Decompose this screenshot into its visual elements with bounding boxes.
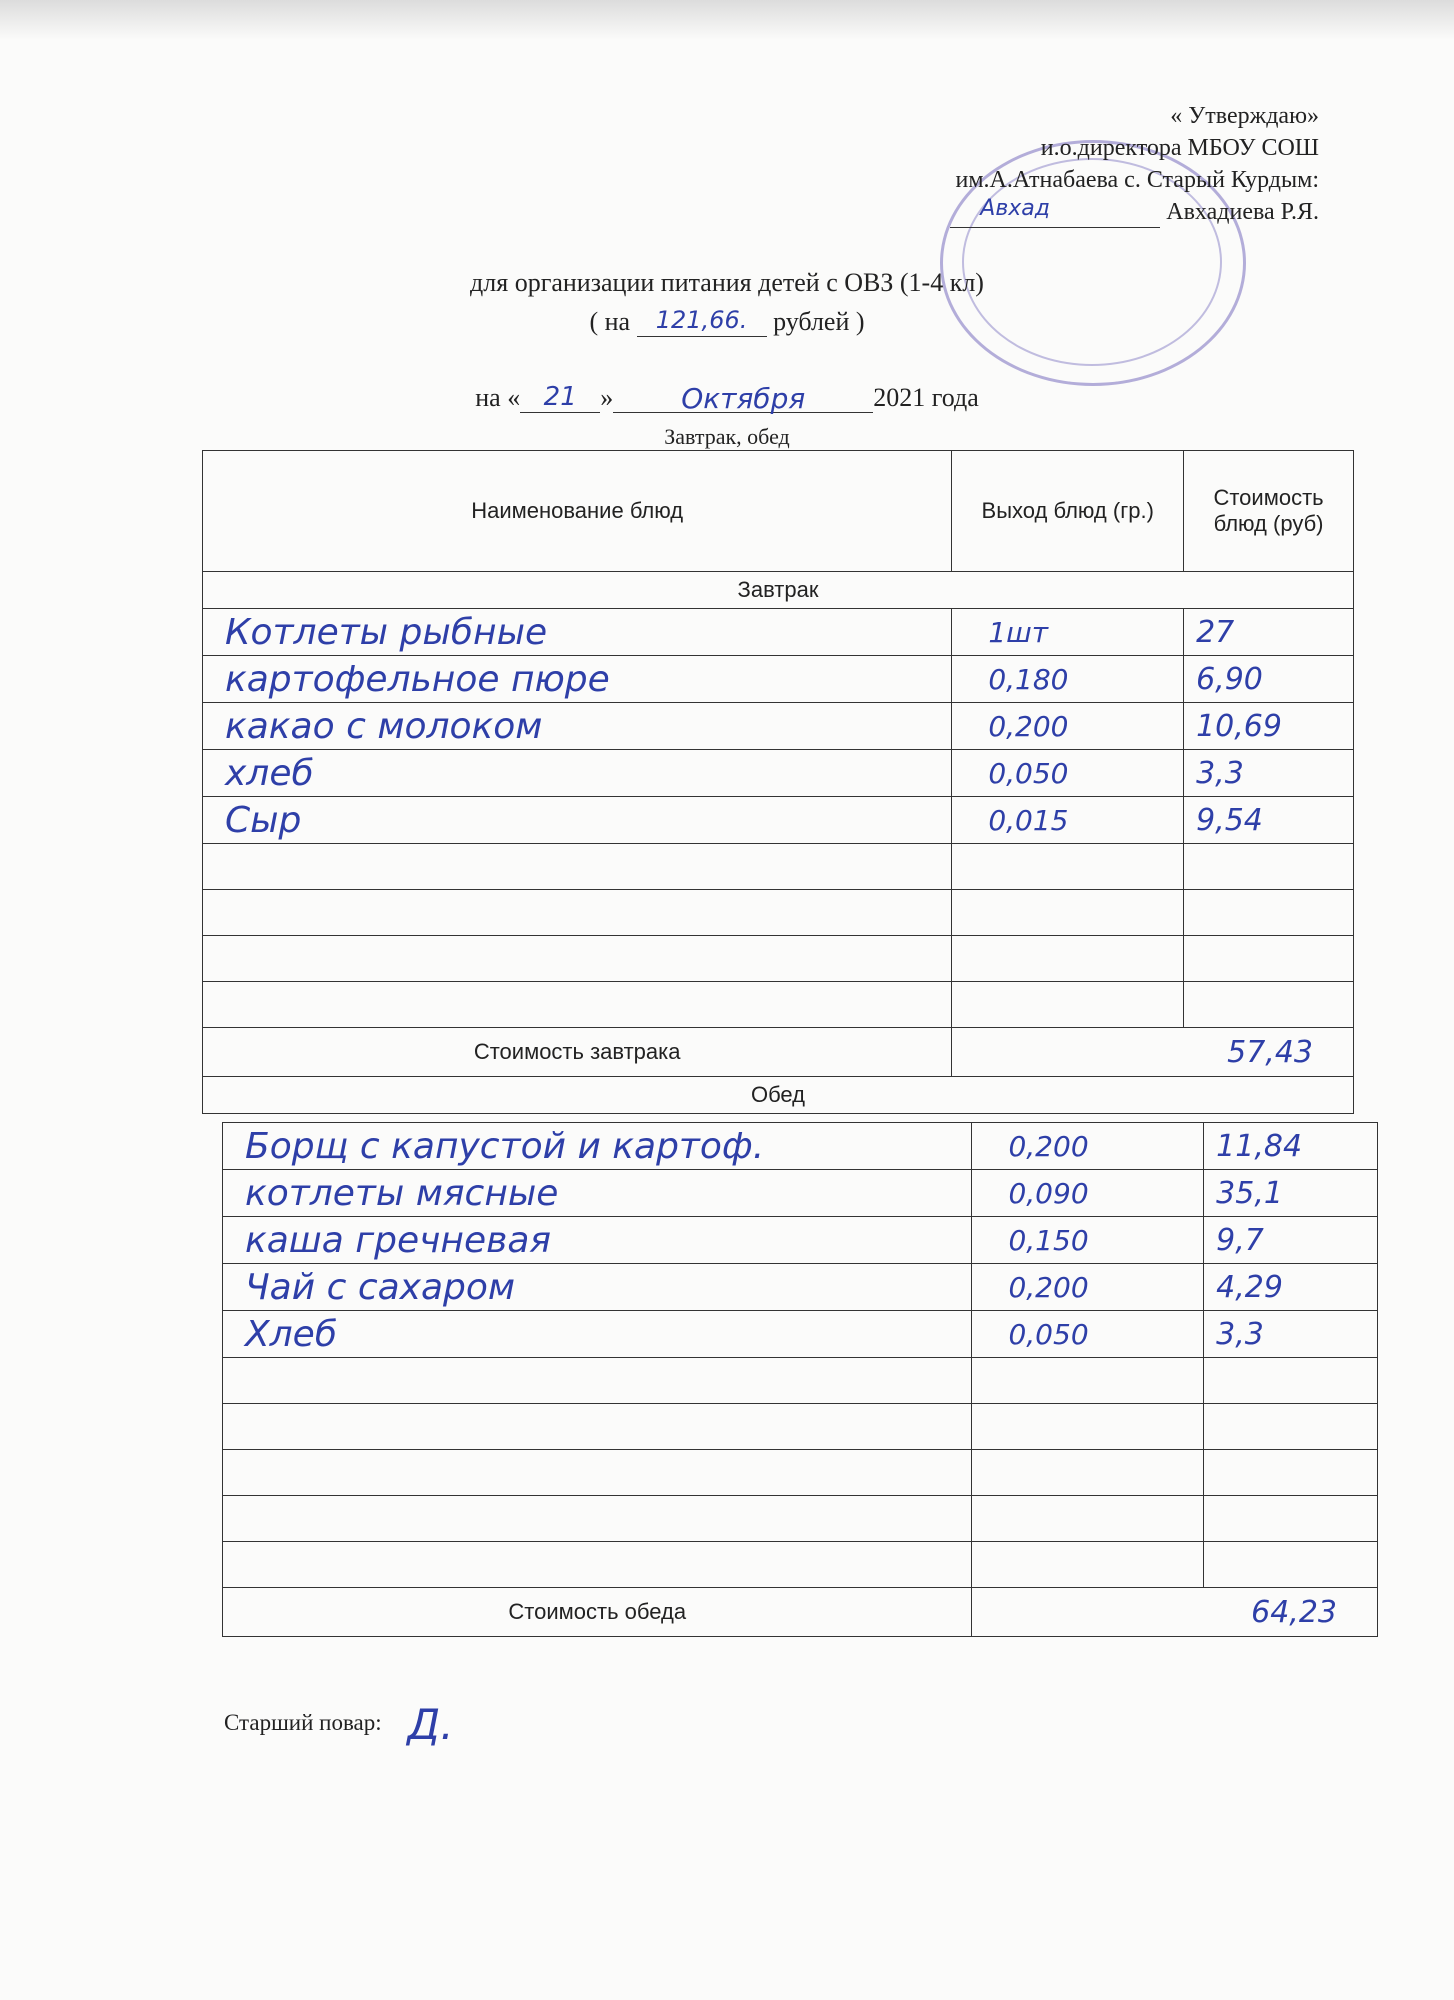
empty-row [223,1542,1378,1588]
approval-signature-line [950,196,1319,228]
dish-cost: 35,1 [1204,1170,1378,1217]
table-header-row [203,451,1354,572]
price-value: 121,66. [637,306,767,337]
table-row [203,797,1354,844]
date-prefix: на « [475,383,521,412]
dish-name: Сыр [203,797,952,844]
dish-name: Хлеб [223,1311,972,1358]
lunch-total-value: 64,23 [972,1588,1378,1637]
scan-shadow [0,0,1454,40]
dish-name: котлеты мясные [223,1170,972,1217]
empty-row [203,936,1354,982]
empty-row [223,1496,1378,1542]
lunch-section-label: Обед [203,1077,1354,1114]
breakfast-total-label: Стоимость завтрака [203,1028,952,1077]
approval-block [950,100,1319,228]
breakfast-total-row [203,1028,1354,1077]
approval-title: « Утверждаю» [1170,103,1319,129]
dish-yield: 0,090 [972,1170,1204,1217]
table-row [223,1123,1378,1170]
dish-cost: 10,69 [1184,703,1354,750]
empty-row [203,844,1354,890]
dish-name: Чай с сахаром [223,1264,972,1311]
cook-label: Старший повар: [224,1709,382,1735]
date-day: 21 [520,382,600,413]
date-line [0,382,1454,413]
date-month: Октября [613,382,873,413]
director-name: Авхадиева Р.Я. [1166,199,1319,225]
dish-name: каша гречневая [223,1217,972,1264]
table-caption: Завтрак, обед [664,424,790,449]
dish-yield: 0,200 [972,1123,1204,1170]
approval-position: и.о.директора МБОУ СОШ [1040,135,1319,161]
price-prefix: ( на [589,307,631,336]
table-row [223,1170,1378,1217]
lunch-table [222,1122,1378,1637]
dish-yield: 0,180 [952,656,1184,703]
lunch-section-row [203,1077,1354,1114]
table-row [203,609,1354,656]
document-title: для организации питания детей с ОВЗ (1-4 кл) [470,268,984,297]
price-suffix: рублей ) [773,307,865,336]
dish-cost: 6,90 [1184,656,1354,703]
empty-row [223,1450,1378,1496]
date-mid: » [600,383,614,412]
table-row [223,1264,1378,1311]
dish-yield: 0,200 [952,703,1184,750]
dish-name: Котлеты рыбные [203,609,952,656]
dish-yield: 0,050 [952,750,1184,797]
dish-name: какао с молоком [203,703,952,750]
dish-cost: 27 [1184,609,1354,656]
breakfast-table [202,450,1354,1114]
dish-cost: 3,3 [1184,750,1354,797]
price-line [0,306,1454,337]
dish-name: хлеб [203,750,952,797]
lunch-total-row [223,1588,1378,1637]
date-suffix: 2021 года [873,383,979,412]
dish-cost: 3,3 [1204,1311,1378,1358]
breakfast-section-row [203,572,1354,609]
breakfast-section-label: Завтрак [203,572,1354,609]
col-cost-header: Стоимость блюд (руб) [1184,451,1354,572]
dish-yield: 0,200 [972,1264,1204,1311]
empty-row [223,1358,1378,1404]
dish-cost: 11,84 [1204,1123,1378,1170]
table-row [223,1217,1378,1264]
dish-yield: 1шт [952,609,1184,656]
col-name-header: Наименование блюд [203,451,952,572]
table-row [203,750,1354,797]
breakfast-total-value: 57,43 [952,1028,1354,1077]
table-row [203,656,1354,703]
dish-cost: 9,54 [1184,797,1354,844]
dish-cost: 4,29 [1204,1264,1378,1311]
cook-signature-block [224,1700,454,1749]
director-signature: Авхад [980,196,1050,221]
dish-name: картофельное пюре [203,656,952,703]
dish-yield: 0,015 [952,797,1184,844]
empty-row [203,982,1354,1028]
dish-name: Борщ с капустой и картоф. [223,1123,972,1170]
approval-school: им.А.Атнабаева с. Старый Курдым: [955,167,1319,193]
dish-yield: 0,150 [972,1217,1204,1264]
empty-row [223,1404,1378,1450]
cook-signature: Д. [407,1700,454,1749]
table-row [203,703,1354,750]
dish-yield: 0,050 [972,1311,1204,1358]
lunch-total-label: Стоимость обеда [223,1588,972,1637]
col-yield-header: Выход блюд (гр.) [952,451,1184,572]
empty-row [203,890,1354,936]
signature-underline [950,196,1160,228]
table-row [223,1311,1378,1358]
dish-cost: 9,7 [1204,1217,1378,1264]
